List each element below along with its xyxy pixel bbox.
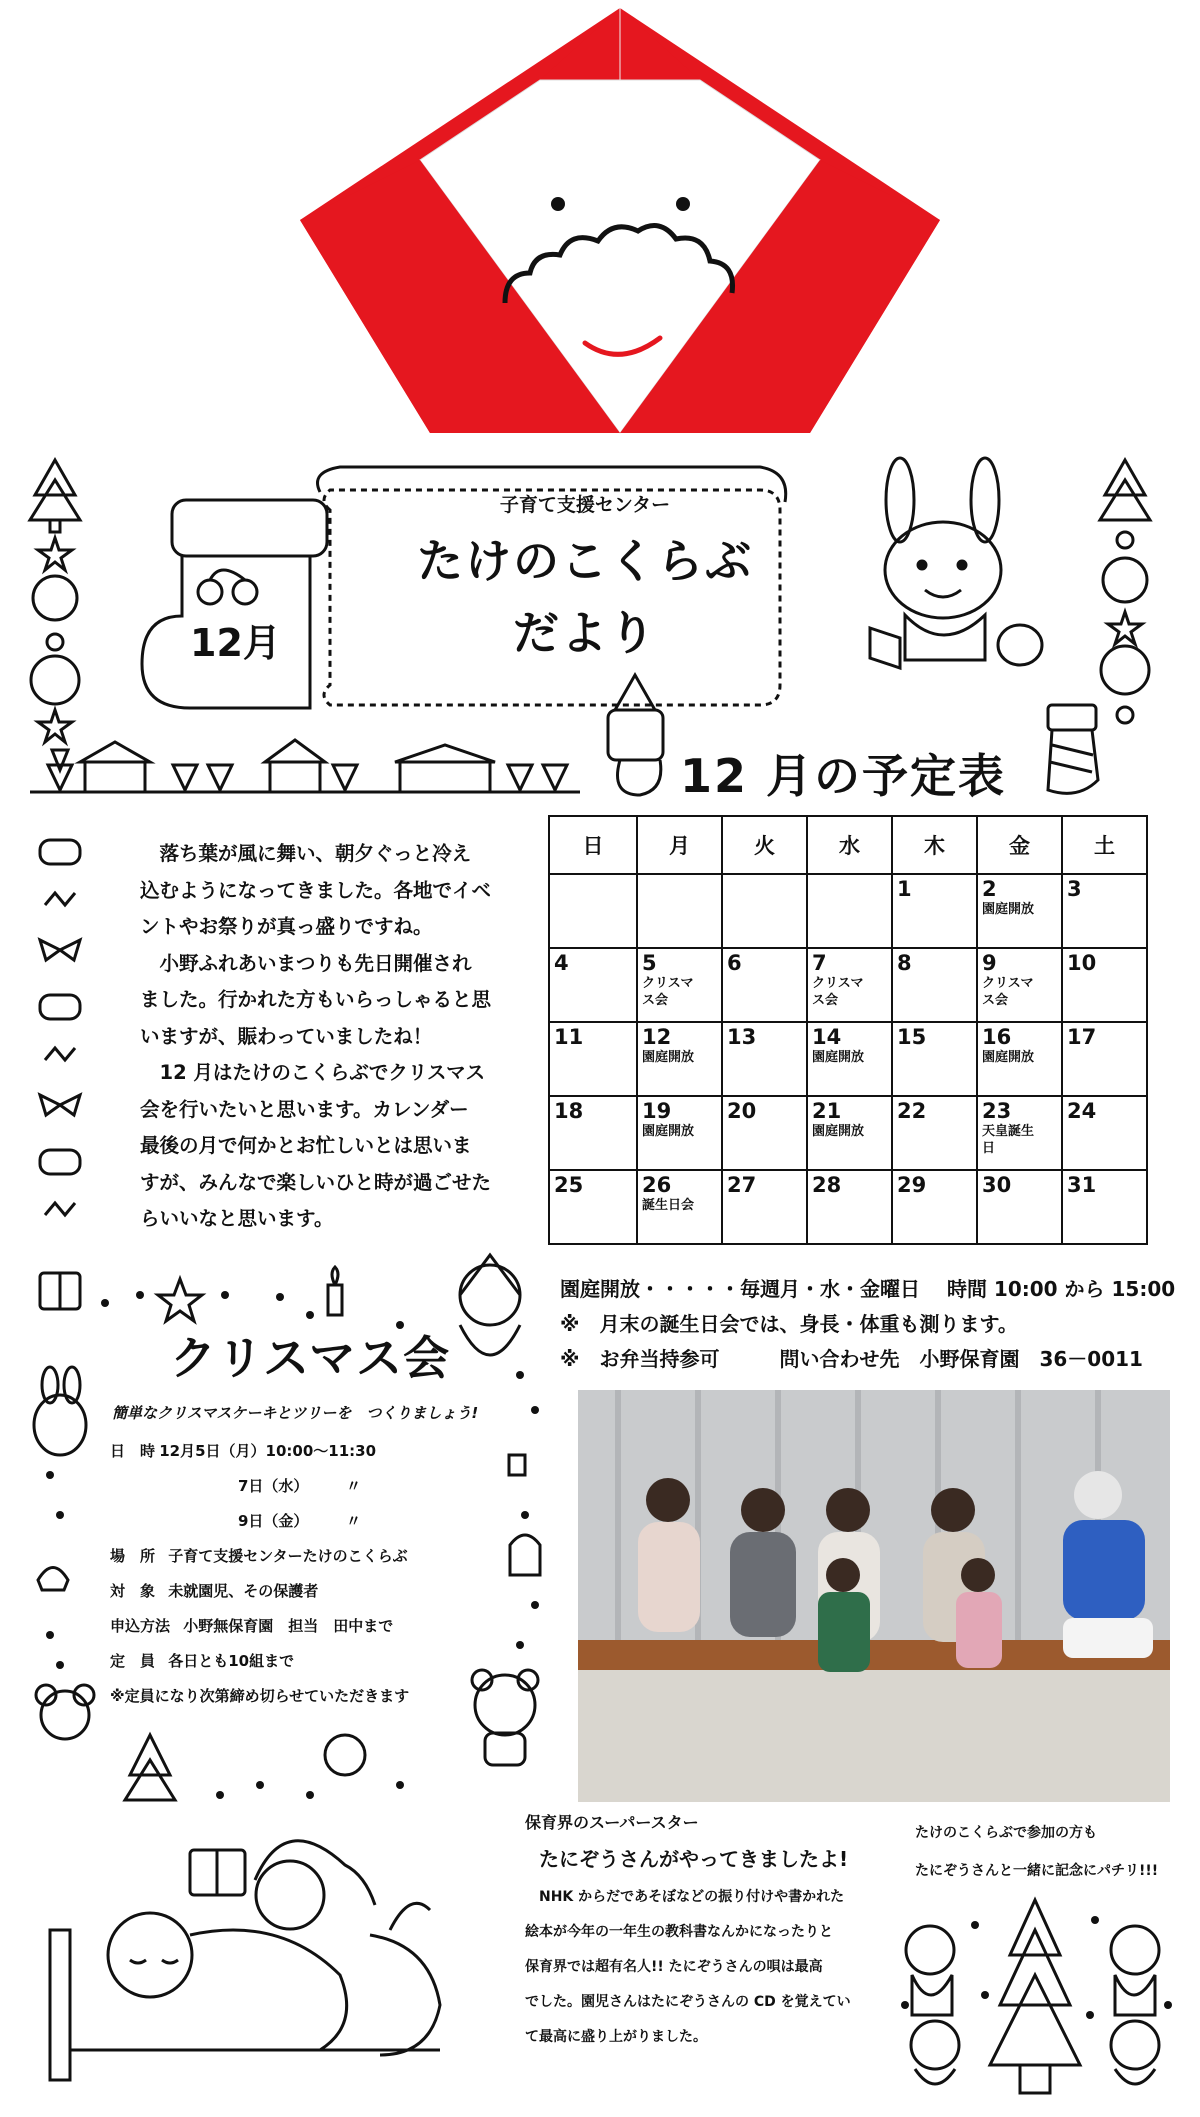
- day-number: 3: [1067, 877, 1082, 901]
- day-number: 14: [812, 1025, 842, 1049]
- day-number: 12: [642, 1025, 672, 1049]
- intro-line: 会を行いたいと思います。カレンダー: [140, 1097, 469, 1121]
- capacity-label: 定 員: [110, 1652, 156, 1670]
- day-number: 16: [982, 1025, 1012, 1049]
- calendar-day-cell: [549, 1170, 637, 1244]
- calendar-day-cell: [977, 1170, 1062, 1244]
- calendar-day-cell: [549, 874, 637, 948]
- calendar-body: [549, 874, 1147, 1244]
- place-value: 子育て支援センターたけのこくらぶ: [168, 1547, 408, 1565]
- intro-line: 12 月はたけのこくらぶでクリスマス: [140, 1061, 486, 1084]
- day-event: クリスマ ス会: [812, 976, 864, 1008]
- calendar-day-cell: [892, 874, 977, 948]
- date-label: 日 時: [110, 1442, 156, 1460]
- target-label: 対 象: [110, 1582, 156, 1600]
- day-event: クリスマ ス会: [982, 976, 1034, 1008]
- day-number: 25: [554, 1173, 584, 1197]
- organization-name: 子育て支援センター: [499, 494, 671, 516]
- weekday-header: 水: [807, 816, 892, 874]
- calendar-day-cell: [1062, 948, 1147, 1022]
- christmas-party-subtitle: 簡単なクリスマスケーキとツリーを つくりましょう!: [112, 1404, 479, 1422]
- detail-row-date2: [110, 1469, 409, 1504]
- birthday-note: ※ 月末の誕生日会では、身長・体重も測ります。: [560, 1312, 1018, 1336]
- calendar-day-cell: [722, 1022, 807, 1096]
- contact-note: ※ お弁当持参可 問い合わせ先 小野保育園 36－0011: [560, 1347, 1143, 1371]
- day-number: 15: [897, 1025, 927, 1049]
- weekday-header: 月: [637, 816, 722, 874]
- day-event: 園庭開放: [812, 1050, 865, 1065]
- date-value-2: 7日（水） 〃: [238, 1477, 361, 1495]
- day-number: 28: [812, 1173, 842, 1197]
- calendar-day-cell: [637, 1096, 722, 1170]
- weekday-header: 木: [892, 816, 977, 874]
- apply-label: 申込方法: [110, 1617, 171, 1635]
- intro-line: ントやお祭りが真っ盛りですね。: [140, 915, 433, 938]
- calendar-day-cell: [892, 948, 977, 1022]
- superstar-heading: 保育界のスーパースター: [525, 1813, 699, 1832]
- schedule-calendar: [548, 815, 1148, 1245]
- schedule-title: 12 月の予定表: [680, 749, 1007, 803]
- calendar-day-cell: [892, 1096, 977, 1170]
- day-number: 5: [642, 951, 657, 975]
- calendar-day-cell: [637, 874, 722, 948]
- day-event: 園庭開放: [812, 1124, 865, 1139]
- day-number: 4: [554, 951, 569, 975]
- group-photo: [578, 1390, 1170, 1802]
- schedule-notes: [560, 1272, 1175, 1377]
- day-number: 23: [982, 1099, 1012, 1123]
- intro-line: 最後の月で何かとお忙しいとは思いま: [140, 1134, 472, 1157]
- calendar-day-cell: [722, 1096, 807, 1170]
- calendar-week-row: [549, 1022, 1147, 1096]
- calendar-day-cell: [892, 1170, 977, 1244]
- day-number: 1: [897, 877, 912, 901]
- day-event: 園庭開放: [982, 1050, 1035, 1065]
- apply-value: 小野無保育園 担当 田中まで: [183, 1617, 394, 1635]
- day-number: 22: [897, 1099, 927, 1123]
- calendar-day-cell: [1062, 1170, 1147, 1244]
- calendar-day-cell: [637, 1170, 722, 1244]
- article-line: でした。園児さんはたにぞうさんの CD を覚えてい: [525, 1994, 851, 2010]
- newsletter-title-line2: だより: [513, 606, 657, 660]
- calendar-week-row: [549, 1096, 1147, 1170]
- place-label: 場 所: [110, 1547, 156, 1565]
- day-number: 10: [1067, 951, 1097, 975]
- intro-line: 込むようになってきました。各地でイベ: [140, 878, 492, 902]
- calendar-day-cell: [549, 948, 637, 1022]
- calendar-day-cell: [807, 874, 892, 948]
- intro-message: [140, 836, 500, 1238]
- calendar-day-cell: [722, 1170, 807, 1244]
- intro-line: らいいなと思います。: [140, 1207, 334, 1230]
- detail-row-capacity: [110, 1644, 409, 1679]
- article-line: 保育界では超有名人!! たにぞうさんの唄は最高: [525, 1959, 823, 1975]
- calendar-week-row: [549, 1170, 1147, 1244]
- calendar-day-cell: [807, 1096, 892, 1170]
- calendar-day-cell: [1062, 1096, 1147, 1170]
- day-number: 29: [897, 1173, 927, 1197]
- calendar-week-row: [549, 948, 1147, 1022]
- day-event: 園庭開放: [642, 1050, 695, 1065]
- caroling-animals-illustration: [890, 1895, 1180, 2105]
- detail-row-target: [110, 1574, 409, 1609]
- caption-line-2: たにぞうさんと一緒に記念にパチリ!!!: [915, 1863, 1159, 1879]
- weekday-header: 日: [549, 816, 637, 874]
- day-number: 17: [1067, 1025, 1097, 1049]
- day-number: 2: [982, 877, 997, 901]
- day-number: 30: [982, 1173, 1012, 1197]
- day-event: 誕生日会: [642, 1198, 695, 1213]
- calendar-day-cell: [549, 1096, 637, 1170]
- newsletter-title-line1: たけのこくらぶ: [417, 534, 753, 588]
- banner-text: [360, 490, 810, 663]
- detail-row-apply: [110, 1609, 409, 1644]
- calendar-day-cell: [892, 1022, 977, 1096]
- article-line: て最高に盛り上がりました。: [525, 2029, 707, 2045]
- photo-caption: [915, 1814, 1158, 1890]
- superstar-subheading: たにぞうさんがやってきましたよ!: [539, 1847, 849, 1871]
- stocking-month-label: 12月: [190, 621, 281, 665]
- day-number: 27: [727, 1173, 757, 1197]
- day-number: 31: [1067, 1173, 1097, 1197]
- calendar-day-cell: [807, 1022, 892, 1096]
- calendar-day-cell: [977, 1022, 1062, 1096]
- day-number: 20: [727, 1099, 757, 1123]
- day-event: 園庭開放: [642, 1124, 695, 1139]
- day-number: 18: [554, 1099, 584, 1123]
- target-value: 未就園児、その保護者: [168, 1582, 319, 1600]
- calendar-header-row: [549, 816, 1147, 874]
- intro-line: 落ち葉が風に舞い、朝夕ぐっと冷え: [140, 842, 472, 865]
- calendar-day-cell: [977, 1096, 1062, 1170]
- day-number: 21: [812, 1099, 842, 1123]
- day-event: クリスマ ス会: [642, 976, 694, 1008]
- christmas-party-details: [110, 1434, 409, 1714]
- calendar-day-cell: [637, 948, 722, 1022]
- date-value-3: 9日（金） 〃: [238, 1512, 361, 1530]
- side-ornaments-column: [30, 830, 90, 1230]
- superstar-article: [525, 1810, 870, 2055]
- caption-line-1: たけのこくらぶで参加の方も: [915, 1825, 1097, 1841]
- calendar-day-cell: [549, 1022, 637, 1096]
- day-number: 13: [727, 1025, 757, 1049]
- day-number: 26: [642, 1173, 672, 1197]
- day-number: 6: [727, 951, 742, 975]
- day-number: 11: [554, 1025, 584, 1049]
- date-value: 12月5日（月）10:00～11:30: [159, 1442, 377, 1460]
- superstar-body: [525, 1880, 870, 2055]
- day-event: 天皇誕生 日: [982, 1124, 1035, 1156]
- capacity-value: 各日とも10組まで: [168, 1652, 295, 1670]
- open-garden-note: 園庭開放・・・・・毎週月・水・金曜日 時間 10:00 から 15:00: [560, 1277, 1176, 1301]
- sleeping-child-santa-illustration: [40, 1840, 480, 2090]
- intro-line: いますが、賑わっていましたね！: [140, 1024, 433, 1048]
- intro-line: すが、みんなで楽しいひと時が過ごせた: [140, 1170, 492, 1194]
- weekday-header: 火: [722, 816, 807, 874]
- capacity-footnote: ※定員になり次第締め切らせていただきます: [110, 1687, 410, 1705]
- calendar-day-cell: [977, 948, 1062, 1022]
- calendar-week-row: [549, 874, 1147, 948]
- article-line: NHK からだであそぼなどの振り付けや書かれた: [525, 1889, 845, 1905]
- article-line: 絵本が今年の一年生の教科書なんかになったりと: [525, 1924, 833, 1940]
- calendar-day-cell: [1062, 1022, 1147, 1096]
- day-event: 園庭開放: [982, 902, 1035, 917]
- day-number: 9: [982, 951, 997, 975]
- detail-row-footnote: [110, 1679, 409, 1714]
- weekday-header: 金: [977, 816, 1062, 874]
- intro-line: ました。行かれた方もいらっしゃると思: [140, 988, 492, 1011]
- day-number: 7: [812, 951, 827, 975]
- detail-row-date: [110, 1434, 409, 1469]
- detail-row-date3: [110, 1504, 409, 1539]
- day-number: 19: [642, 1099, 672, 1123]
- origami-santa-image: [300, 8, 940, 433]
- intro-line: 小野ふれあいまつりも先日開催され: [140, 951, 472, 975]
- calendar-day-cell: [977, 874, 1062, 948]
- day-number: 8: [897, 951, 912, 975]
- detail-row-place: [110, 1539, 409, 1574]
- calendar-day-cell: [722, 874, 807, 948]
- day-number: 24: [1067, 1099, 1097, 1123]
- calendar-day-cell: [807, 1170, 892, 1244]
- calendar-day-cell: [637, 1022, 722, 1096]
- christmas-party-title: クリスマス会: [170, 1331, 451, 1385]
- calendar-day-cell: [1062, 874, 1147, 948]
- calendar-day-cell: [807, 948, 892, 1022]
- weekday-header: 土: [1062, 816, 1147, 874]
- calendar-day-cell: [722, 948, 807, 1022]
